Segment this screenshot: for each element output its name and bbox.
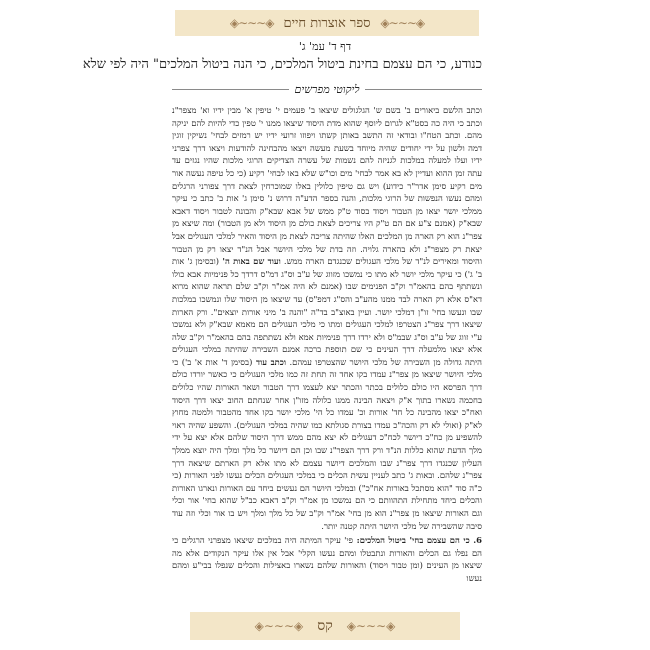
paragraph-text: וכתב הלשם ביאורים ב' בשם ש' הגלגולים שיצאו ב' פעמים י' טיפין א' מבין ידיו וא' מצפר"נ וכתב כי היה כה בסט"א לגרום ליוסף שהוא מדת היסוד שיצאו ממנו י' טפין כדי להיות להם יניקה מהם. וכתב הטח"ו ובודאי זה התשב באותן קשתו ויפוזו זרועי ידיו יש רמזים לבחי' נשיקין זוגין דמה ולשון על ידי יחודים שהיה מיוחד בשעת מעשה ויצאו מהבחינה להודעות ויצאו דרך צפרני ידיו ועלו למעלה במלכות לגניזה להם נשמות של עשרה הצדיקים הרוגי מלכות שהיו נגזים עד עתה זמן ההוא ועדיין לא בא אמר לבחי' מים וכו"ש שלא באו לבחי' רקיע (כי כל טיפה נעשה אור מים רקיע סימן אדר"ר כידוע) ויש גם טיפין כלולין באלו שמוכרחין לצאת דרך צפורני הרגלים ומהם נעשו הנפשות של הרוגי מלכות, והנה בספר הדע"ה דרוש נ' סימן ג' אות ב' כתב כי עיקר ממלכי יושר יצאו מן הטבור ויסוד בסוד ט"ק ממש של אבא שבא"ק והבונה לטבור ויסוד דאבא שבא"ק (אמנם צ"ע אם הם ט"ק היו צריכים לצאת כולם מן היסוד ולא מן הטבור) ומה שיצא מן צפר"נ הוא רק הארה מן המלכים האלו שהיתה צריכה לצאת מן היסוד והאיר למלכי העגולים אבל יצאת רק מצפר"נ ולא בהארה גלויה. וזה בדת של מלכי היושר אבל הנ"ד יצאו רק מן הטבור והיסוד ומאירים לנ"ד של מלכי העגולים שכנגדם הארה ממש. — [172, 105, 482, 267]
paragraph — [172, 534, 482, 584]
paragraph-lead: 6. כי הם עצמם בחי' ביטול המלכים: — [353, 535, 482, 546]
footer-ornament-right: ◈∽∽∽◈ — [346, 619, 396, 633]
paragraph-text: (ובסימן ג' אות ב' ג') כי עיקר מלכי יושר לא מתו כי נמשכו מזווג של ע"ב וס"ג דמ"ס דרדך כל פנימיות אבא כולו ונשתתף בהם בהאמ"ר וק"ב הפנימים שבו (אמנם לא היה אמ"ר וק"ב שלם תראה שהוא מרוא דא"ס אלא רק הארה לבד ממנו מהע"ב והס"ג דמפ"ס) עד שיצאו מן היסוד שלו ונמשכו במלכות שבו ונעשו בחי' זו"ן דמלכי יושר. ועיין באוצ"ב בד"ה "והנה ב' מיני אורות יוצאים". ורק הארות שיצאו דרך צפר"נ הצטרפו למלכי העגולים ומתו כי מלכי העגולים הם מאמא שבא"ק ולא נמשכו ע"י זווג של ע"ב וס"ג שבמ"ס ולא ירדו דרך פנימיות אמא ולא נשתתפה בהם בהאמ"ר וק"ב שלה אלא יצאו מלמעלה דרך העינים כי שם תוספת ברכה אמנם השבירה שהיתה במלכי העגולים היתה גדולה מן השבירה של מלכי היושר שהצטרפו עמהם. — [172, 256, 482, 367]
heading-rule-left — [172, 89, 289, 90]
paragraph-text: (בסימן ד' אות א' ב') כי מלכי היושר שיצאו מן צפר"נ עמדו בקו אחד זה תחת זה כמו מלכי העגולים כי כאשר יורדו כולם דרך הפרסא היו כולם כלולים בכתר והכתר יצא לעצמו דרך הטבור ושאר האורות שהיו כלולים בחכמה נשארו בתוך א"ק ויצאה הבינה ממנו כלולה מזו"ן אחר שנחתם החוב יצאו דרך היסוד ואח"כ יצאו מהבינה כל חד' אורות וכ' עמדו כל הי' מלכי יושר בקו אחד מהטבור ולמטה מחוץ לא"ק (ואולי לא דק והכה"כ עמדו בצורת סגולתא כמו שהיה במלכי העגולים). והשפע שהיה ראוי להשפיע מן כח"כ דיושר לכח"כ דעגולים לא יצא מהם ממש דרך היסוד שלהם אלא יצא על ידי מלך הדעת שהוא כללות הנ"ד ורק דרך הצפר"נ שבו וכן הם דיושר כל מלך ומלך היה יוצא ממלך העליון שכנגדו דרך צפר"נ שבו והמלכים דיושר עצמם לא מתו אלא רק הארתם שיצאה דרך צפר"נ שלהם. ובאות ג' כתב לעניין עשית הכלים כי במלכי העגולים הכלים נעשו לפני האורות (כי כ"ה סוד "הוא מסתכל באורות אח"כ") ובמלכי היושר הם נעשים ביחד עם האורות ונארגו האורות והכלים ביחד מתחילת התהוותם כי הם נמשכו מן אמ"ר וק"ב דאבא כב"ל שהוא בחי' אור וכלי וגם האורות שיצאו מן צפר"נ הוא מן בחי' אמ"ר וק"ב של כל מלך ומלך ויש בו אור וכלי וזה עוד סיבה שהשבירה של מלכי היושר היתה קטנה יותר. — [172, 356, 482, 531]
paragraph — [172, 104, 482, 532]
paragraph-text: פי' עיקר המיתה היה במלכים שיצאו מצפרני הרגלים כי הם נפלו גם הכלים והאורות ונתבטלו ומהם נעשו הקלי' אבל אין אלו עיקר הנקודים אלא מה שיצאו מן העינים (ומן טבור ויסוד) והאורות שלהם נשארו באצילות והכלים שנפלו בבי"ע ומהם נעשו — [172, 535, 482, 583]
footer-ornament-left: ◈∽∽∽◈ — [254, 619, 304, 633]
page-reference: דף ד' עמ' ג' — [298, 40, 352, 53]
heading-rule-right — [365, 89, 482, 90]
paragraph-lead: ועוד שם באות ה' — [219, 256, 281, 267]
commentary-body — [172, 104, 482, 599]
running-footer — [190, 612, 460, 640]
paragraph-lead: וכתב עוד — [252, 356, 287, 367]
page-number: קס — [317, 617, 333, 634]
header-ornament-left: ◈∽∽∽◈ — [229, 16, 274, 30]
section-title: ליקוטי מפרשים — [294, 82, 360, 96]
running-header — [175, 10, 479, 36]
section-heading — [172, 80, 482, 98]
book-title: ספר אוצרות חיים — [283, 16, 371, 31]
header-ornament-right: ◈∽∽∽◈ — [380, 16, 425, 30]
main-text-line: כנודע, כי הם עצמם בחינת ביטול המלכים, כי הנה ביטול המלכים" היה לפי שלא — [82, 57, 482, 72]
